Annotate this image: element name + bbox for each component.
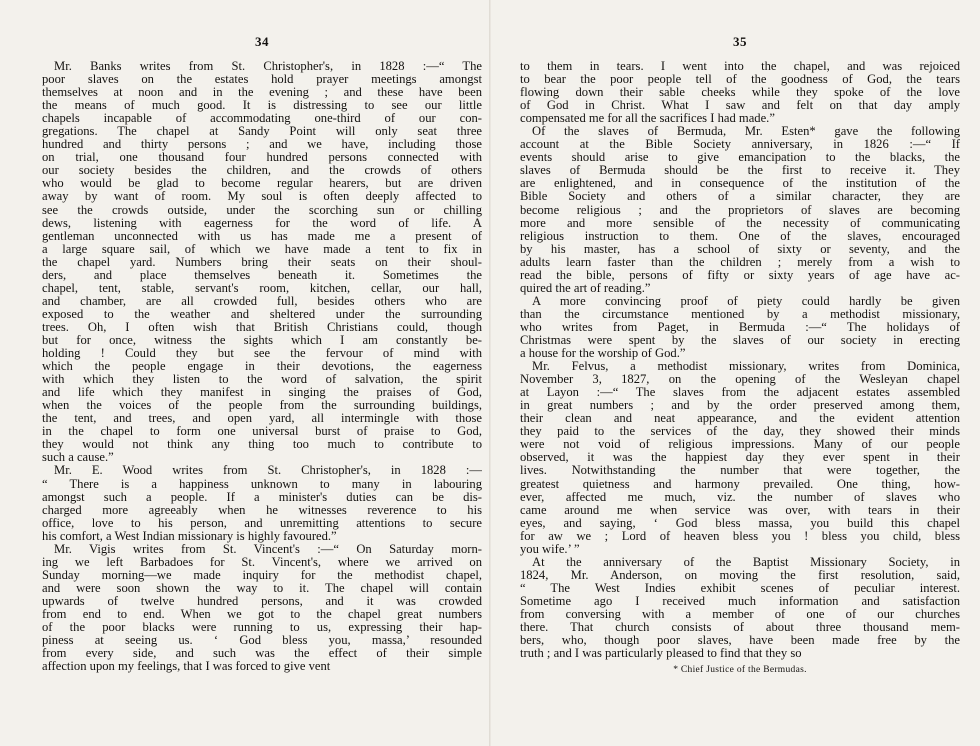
- text-line: a large square sail, of which we have made a tent to fix in: [42, 242, 482, 256]
- footnote: * Chief Justice of the Bermudas.: [673, 665, 807, 676]
- text-line: than the circumstance mentioned by a methodist missionary,: [520, 307, 960, 321]
- text-line: to them in tears. I went into the chapel, and was rejoiced: [520, 60, 960, 73]
- text-line: our society besides the children, and the crowds of others: [42, 164, 482, 178]
- text-line: charged more agreeably when he witnesses reverence to his: [42, 503, 482, 517]
- text-line: “ The West Indies exhibit scenes of peculiar interest.: [520, 581, 960, 595]
- text-line: exposed to the weather and sheltered under the surrounding: [42, 307, 482, 321]
- left-page-text: [42, 60, 482, 673]
- text-line: they would not think any thing too much to contribute to: [42, 438, 482, 452]
- text-line: Mr. Banks writes from St. Christopher's, in 1828 :—“ The: [54, 60, 482, 73]
- text-line: from conversing with a member of one of our churches: [520, 607, 960, 621]
- text-line: hundred and thirty persons ; and we have, including those: [42, 138, 482, 152]
- text-line: chapel, tent, stable, servant's room, kitchen, cellar, our hall,: [42, 281, 482, 295]
- text-line: there. That church consists of about three thousand mem-: [520, 621, 960, 635]
- text-line: slaves of Bermuda should be the first to receive it. They: [520, 164, 960, 178]
- text-line: at Layon :—“ The slaves from the adjacent estates assembled: [520, 386, 960, 400]
- text-line: At the anniversary of the Baptist Missionary Society, in: [532, 555, 960, 569]
- text-line: but for once, witness the sights which I am constantly be-: [42, 333, 482, 347]
- text-line: for aw we ; Lord of heaven bless you ! bless you child, bless: [520, 529, 960, 543]
- text-line: events should arise to give emancipation to the blacks, the: [520, 151, 960, 165]
- text-line: Of the slaves of Bermuda, Mr. Esten* gave the following: [532, 125, 960, 139]
- text-line: the chapel yard. Numbers bring their seats on their shoul-: [42, 255, 482, 269]
- page-number-left: 34: [255, 34, 269, 49]
- text-line: chapels incapable of accommodating one-third of our con-: [42, 112, 482, 126]
- text-line: with which they listen to the word of salvation, the spirit: [42, 373, 482, 387]
- text-line: and life which they manifest in singing the praises of God,: [42, 386, 482, 400]
- text-line: Sometime ago I received much information and satisfaction: [520, 594, 960, 608]
- text-line: see the crowds outside, under the scorching sun or chilling: [42, 203, 482, 217]
- text-line: in great numbers ; and by the order preserved among them,: [520, 399, 960, 413]
- text-line: on trial, one thousand four hundred persons connected with: [42, 151, 482, 165]
- text-line: amongst such a people. If a minister's duties can be dis-: [42, 490, 482, 504]
- text-line: piness at seeing us. ‘ God bless you, massa,’ resounded: [42, 634, 482, 648]
- text-line: his comfort, a West Indian missionary is highly favoured.”: [42, 529, 337, 543]
- page-gutter: [489, 0, 491, 746]
- text-line: which the people engage in their devotions, the eagerness: [42, 360, 482, 374]
- page-number-right: 35: [733, 34, 747, 49]
- text-line: read the bible, persons of fifty or sixty years of age have ac-: [520, 268, 960, 282]
- text-line: 1824, Mr. Anderson, on moving the first resolution, said,: [520, 568, 960, 582]
- text-line: Christmas were spent by the slaves of our society in erecting: [520, 333, 960, 347]
- text-line: when the voices of the people from the surrounding buildings,: [42, 399, 482, 413]
- text-line: you wife.’ ”: [520, 542, 580, 556]
- text-line: A more convincing proof of piety could hardly be given: [532, 294, 960, 308]
- text-line: Bible Society and others of a similar character, they are: [520, 190, 960, 204]
- text-line: ever, affected me much, viz. the number of slaves who: [520, 490, 960, 504]
- text-line: “ There is a happiness unknown to many in labouring: [42, 477, 482, 491]
- text-line: ders, and place themselves beneath it. Sometimes the: [42, 268, 482, 282]
- text-line: quired the art of reading.”: [520, 281, 651, 295]
- text-line: ing we left Barbadoes for St. Vincent's, where we arrived on: [42, 555, 482, 569]
- text-line: become religious ; and the proprietors of slaves are becoming: [520, 203, 960, 217]
- text-line: by his master, has a school of sixty or seventy, and the: [520, 242, 960, 256]
- text-line: of God in Christ. What I saw and felt on that day amply: [520, 99, 960, 113]
- text-line: Mr. Vigis writes from St. Vincent's :—“ On Saturday morn-: [54, 542, 482, 556]
- text-line: Mr. E. Wood writes from St. Christopher's, in 1828 :—: [54, 464, 482, 478]
- text-line: flowing down their sable cheeks while they spoke of the love: [520, 86, 960, 100]
- text-line: poor slaves on the estates hold prayer meetings amongst: [42, 73, 482, 87]
- text-line: gregations. The chapel at Sandy Point will only seat three: [42, 125, 482, 139]
- text-line: the means of much good. It is distressing to see our little: [42, 99, 482, 113]
- text-line: more and more sensible of the necessity of communicating: [520, 216, 960, 230]
- text-line: to bear the poor people tell of the goodness of God, the tears: [520, 73, 960, 87]
- text-line: office, love to his person, and unremitting attentions to secure: [42, 516, 482, 530]
- text-line: such a cause.”: [42, 451, 114, 465]
- text-line: who writes from Paget, in Bermuda :—“ The holidays of: [520, 320, 960, 334]
- text-line: who would be glad to become regular hearers, but are driven: [42, 177, 482, 191]
- text-line: themselves at noon and in the evening ; and these have been: [42, 86, 482, 100]
- text-line: affection upon my feelings, that I was forced to give vent: [42, 660, 331, 674]
- text-line: came around me when service was over, with tears in their: [520, 503, 960, 517]
- left-page: [42, 0, 482, 746]
- text-line: Sunday morning—we made inquiry for the methodist chapel,: [42, 568, 482, 582]
- text-line: truth ; and I was particularly pleased to find that they so: [520, 647, 802, 661]
- text-line: adults learn faster than the children ; merely from a wish to: [520, 255, 960, 269]
- text-line: Mr. Felvus, a methodist missionary, writes from Dominica,: [532, 360, 960, 374]
- text-line: compensated me for all the sacrifices I had made.”: [520, 112, 775, 126]
- text-line: from end to end. When we got to the chapel great numbers: [42, 607, 482, 621]
- text-line: they paid to the services of the day, they showed their minds: [520, 425, 960, 439]
- text-line: their clean and neat appearance, and the evident attention: [520, 412, 960, 426]
- text-line: trees. Oh, I often wish that British Christians could, though: [42, 320, 482, 334]
- text-line: greatest quietness and harmony prevailed. One thing, how-: [520, 477, 960, 491]
- text-line: bers, who, though poor slaves, have been made free by the: [520, 634, 960, 648]
- text-line: the tent, and trees, and open yard, all intermingle with those: [42, 412, 482, 426]
- text-line: religious instruction to them. One of the slaves, encouraged: [520, 229, 960, 243]
- text-line: are enlightened, and in consequence of the institution of the: [520, 177, 960, 191]
- text-line: observed, it was the happiest day they ever spent in their: [520, 451, 960, 465]
- text-line: and were soon shown the way to it. The chapel will contain: [42, 581, 482, 595]
- text-line: holding ! Could they but see the fervour of mind with: [42, 347, 482, 361]
- text-line: dews, listening with eagerness for the word of life. A: [42, 216, 482, 230]
- text-line: lives. Notwithstanding the number that were together, the: [520, 464, 960, 478]
- text-line: from every side, and such was the effect of their simple: [42, 647, 482, 661]
- text-line: November 3, 1827, on the opening of the Wesleyan chapel: [520, 373, 960, 387]
- text-line: away by want of room. My soul is often deeply affected to: [42, 190, 482, 204]
- text-line: account at the Bible Society anniversary, in 1826 :—“ If: [520, 138, 960, 152]
- text-line: gentleman unconnected with us has made me a present of: [42, 229, 482, 243]
- text-line: a house for the worship of God.”: [520, 347, 686, 361]
- text-line: in the chapel to form one universal burst of praise to God,: [42, 425, 482, 439]
- text-line: eyes, and saying, ‘ God bless massa, you build this chapel: [520, 516, 960, 530]
- right-page: [520, 0, 960, 746]
- text-line: were not void of religious impressions. Many of our people: [520, 438, 960, 452]
- text-line: and chamber, are all crowded full, besides others who are: [42, 294, 482, 308]
- text-line: upwards of twelve hundred persons, and it was crowded: [42, 594, 482, 608]
- right-page-text: [520, 60, 960, 660]
- text-line: of the poor blacks were running to us, expressing their hap-: [42, 621, 482, 635]
